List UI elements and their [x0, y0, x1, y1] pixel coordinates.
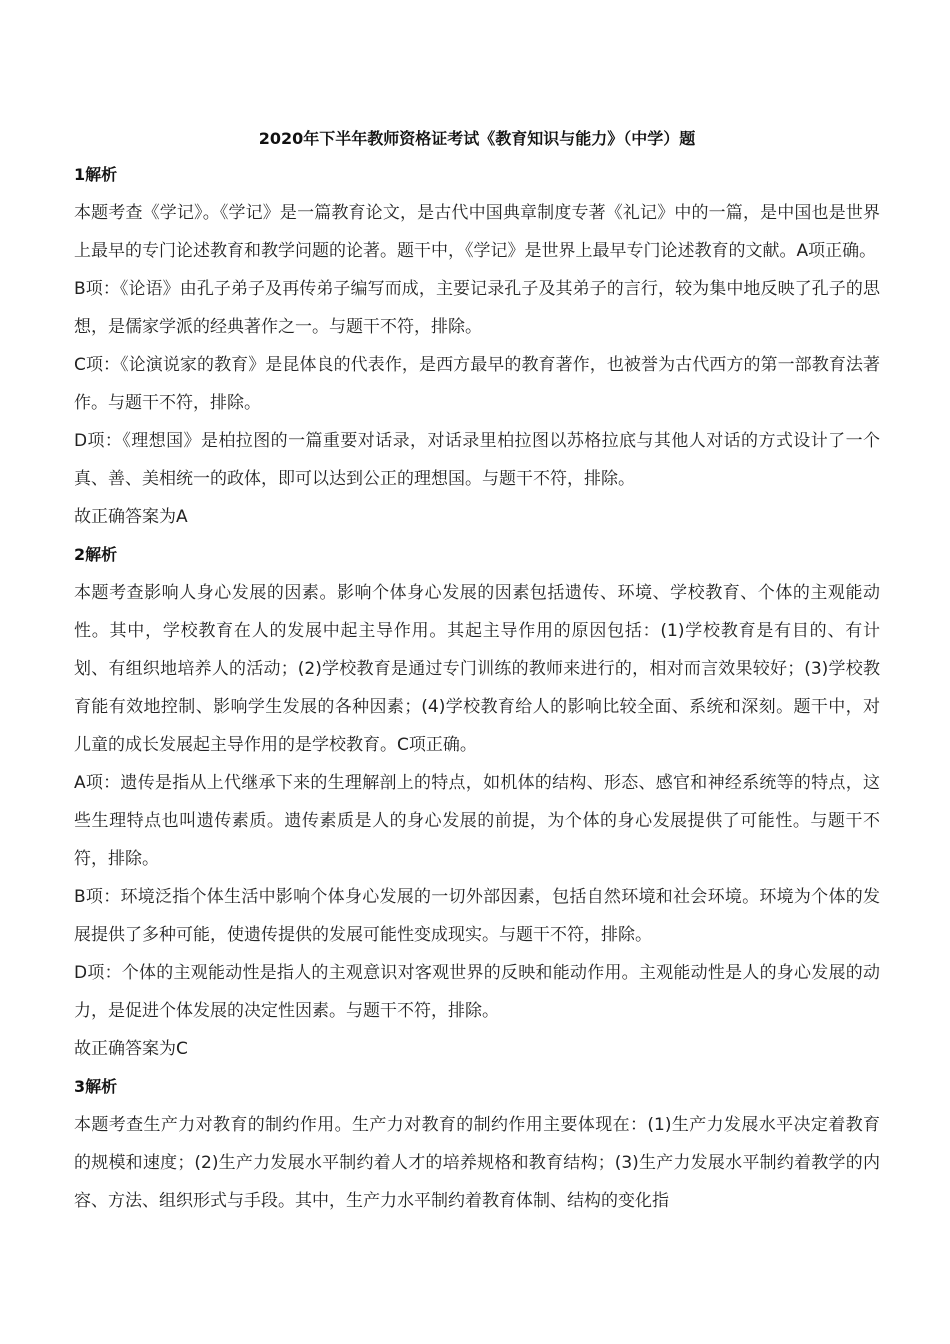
- document-title: 2020年下半年教师资格证考试《教育知识与能力》（中学）题: [258, 129, 696, 148]
- section-3-analysis: [74, 1068, 880, 1220]
- paragraph: 本题考查《学记》。《学记》是一篇教育论文，是古代中国典章制度专著《礼记》中的一篇，是中国也是世界上最早的专门论述教育和教学问题的论著。题干中，《学记》是世界上最早专门论述教育的文献。A项正确。: [74, 203, 880, 261]
- section-2-analysis: [74, 536, 880, 1068]
- answer-line: 故正确答案为C: [74, 1039, 188, 1059]
- section-heading: 3解析: [74, 1077, 118, 1096]
- section-1-analysis: [74, 156, 880, 536]
- paragraph: C项：《论演说家的教育》是昆体良的代表作，是西方最早的教育著作，也被誉为古代西方的第一部教育法著作。与题干不符，排除。: [74, 355, 880, 413]
- paragraph: 本题考查生产力对教育的制约作用。生产力对教育的制约作用主要体现在：(1)生产力发展水平决定着教育的规模和速度；(2)生产力发展水平制约着人才的培养规格和教育结构；(3)生产力发展水平制约着教学的内容、方法、组织形式与手段。其中，生产力水平制约着教育体制、结构的变化指: [74, 1115, 880, 1211]
- section-heading: 2解析: [74, 545, 118, 564]
- section-heading: 1解析: [74, 165, 118, 184]
- paragraph: B项：《论语》由孔子弟子及再传弟子编写而成，主要记录孔子及其弟子的言行，较为集中地反映了孔子的思想，是儒家学派的经典著作之一。与题干不符，排除。: [74, 279, 880, 337]
- paragraph: B项：环境泛指个体生活中影响个体身心发展的一切外部因素，包括自然环境和社会环境。环境为个体的发展提供了多种可能，使遗传提供的发展可能性变成现实。与题干不符，排除。: [74, 887, 880, 945]
- document-page: [74, 122, 880, 1220]
- paragraph: D项：《理想国》是柏拉图的一篇重要对话录，对话录里柏拉图以苏格拉底与其他人对话的方式设计了一个真、善、美相统一的政体，即可以达到公正的理想国。与题干不符，排除。: [74, 431, 880, 489]
- paragraph: 本题考查影响人身心发展的因素。影响个体身心发展的因素包括遗传、环境、学校教育、个体的主观能动性。其中，学校教育在人的发展中起主导作用。其起主导作用的原因包括：(1)学校教育是有目的、有计划、有组织地培养人的活动；(2)学校教育是通过专门训练的教师来进行的，相对而言效果较好；(3)学校教育能有效地控制、影响学生发展的各种因素；(4)学校教育给人的影响比较全面、系统和深刻。题干中，对儿童的成长发展起主导作用的是学校教育。C项正确。: [74, 583, 880, 755]
- paragraph: D项：个体的主观能动性是指人的主观意识对客观世界的反映和能动作用。主观能动性是人的身心发展的动力，是促进个体发展的决定性因素。与题干不符，排除。: [74, 963, 880, 1021]
- answer-line: 故正确答案为A: [74, 507, 188, 527]
- paragraph: A项：遗传是指从上代继承下来的生理解剖上的特点，如机体的结构、形态、感官和神经系统等的特点，这些生理特点也叫遗传素质。遗传素质是人的身心发展的前提，为个体的身心发展提供了可能性。与题干不符，排除。: [74, 773, 880, 869]
